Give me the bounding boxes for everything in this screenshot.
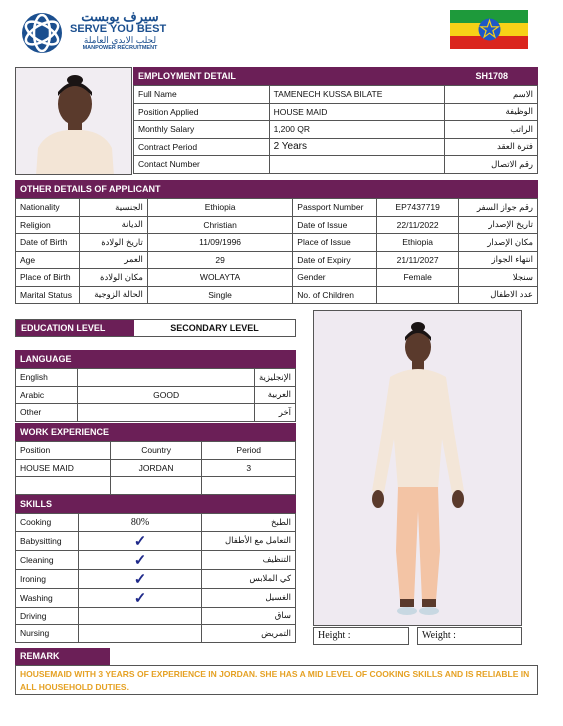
other-details-table [15,198,538,304]
other-label: Date of Birth [16,234,80,252]
work-experience-table [15,441,296,495]
work-col-position: Position [16,442,111,460]
other-label: Age [16,251,80,269]
employment-arabic-label: الراتب [445,121,538,139]
logo-subtitle: MANPOWER RECRUITMENT [82,45,158,51]
other-label-right: Date of Issue [293,216,377,234]
language-arabic-label: العربية [254,386,295,404]
other-details-row [16,269,538,287]
other-arabic-label: مكان الولادة [79,269,147,287]
other-arabic-label-right: تاريخ الإصدار [459,216,538,234]
other-label: Nationality [16,199,80,217]
applicant-photo-small [15,67,132,175]
language-row [16,404,296,422]
work-position: HOUSE MAID [16,459,111,477]
remark-section [15,648,538,695]
other-arabic-label: تاريخ الولادة [79,234,147,252]
other-arabic-label: الجنسية [79,199,147,217]
other-label-right: Date of Expiry [293,251,377,269]
employment-row [134,86,538,104]
employment-detail-header [133,67,538,85]
employment-label: Full Name [134,86,270,104]
work-country: JORDAN [110,459,202,477]
work-experience-header-row [16,442,296,460]
other-arabic-label-right: سنجلا [459,269,538,287]
skill-arabic-label: التعامل مع الأطفال [202,531,296,550]
skill-row [16,569,296,588]
other-label-right: Place of Issue [293,234,377,252]
skill-arabic-label: كي الملابس [202,569,296,588]
employment-value [269,156,445,174]
employment-label: Monthly Salary [134,121,270,139]
skill-label: Cleaning [16,550,79,569]
work-empty-cell [16,477,111,495]
height-weight-row [313,627,522,645]
skill-value: 80% [78,514,201,532]
other-details-row [16,286,538,304]
other-value-right: 21/11/2027 [377,251,459,269]
skill-label: Driving [16,607,79,625]
other-arabic-label: الديانة [79,216,147,234]
work-experience-row [16,459,296,477]
education-level-value: SECONDARY LEVEL [170,323,259,333]
skill-row [16,514,296,532]
work-col-country: Country [110,442,202,460]
skills-header: SKILLS [15,495,296,513]
skill-value [78,625,201,643]
skills-section [15,495,296,643]
other-value: WOLAYTA [147,269,292,287]
language-row [16,369,296,387]
employment-detail-section [133,67,538,174]
work-experience-header: WORK EXPERIENCE [15,423,296,441]
other-arabic-label: العمر [79,251,147,269]
work-empty-cell [110,477,202,495]
employment-label: Contact Number [134,156,270,174]
logo-arabic-text: سيرف يوبست [81,9,159,24]
employment-detail-table [133,85,538,174]
other-arabic-label-right: انتهاء الجواز [459,251,538,269]
skill-arabic-label: التمريض [202,625,296,643]
skill-row [16,607,296,625]
other-value-right: EP7437719 [377,199,459,217]
skill-check-icon: ✓ [78,569,201,588]
height-label: Height : [318,630,351,641]
employment-label: Contract Period [134,138,270,156]
language-label: Other [16,404,78,422]
other-arabic-label: الحالة الزوجية [79,286,147,304]
skill-check-icon: ✓ [78,531,201,550]
language-header: LANGUAGE [15,350,296,368]
language-level [78,369,255,387]
work-col-period: Period [202,442,296,460]
other-arabic-label-right: عدد الاطفال [459,286,538,304]
employment-arabic-label: الاسم [445,86,538,104]
work-empty-cell [202,477,296,495]
education-level-label: EDUCATION LEVEL [16,320,134,336]
language-level: GOOD [78,386,255,404]
employment-value: 1,200 QR [269,121,445,139]
skill-row [16,588,296,607]
reference-code: SH1708 [475,71,508,81]
skills-table [15,513,296,643]
other-arabic-label-right: رقم جواز السفر [459,199,538,217]
skill-value [78,607,201,625]
skill-row [16,531,296,550]
other-value-right: Female [377,269,459,287]
other-value-right: Ethiopia [377,234,459,252]
employment-arabic-label: رقم الاتصال [445,156,538,174]
other-label-right: No. of Children [293,286,377,304]
employment-detail-title: EMPLOYMENT DETAIL [138,71,236,81]
other-details-section [15,180,538,304]
other-details-row [16,199,538,217]
language-row [16,386,296,404]
skill-label: Cooking [16,514,79,532]
language-arabic-label: آخر [254,404,295,422]
language-arabic-label: الإنجليزية [254,369,295,387]
other-arabic-label-right: مكان الإصدار [459,234,538,252]
flag-star-emblem-icon [477,17,502,42]
language-label: English [16,369,78,387]
other-value-right: 22/11/2022 [377,216,459,234]
logo-arabic-subtitle: لجلب الايدي العاملة [83,35,157,45]
work-experience-empty-row [16,477,296,495]
skill-arabic-label: الغسيل [202,588,296,607]
applicant-photo-full [313,310,522,626]
skill-check-icon: ✓ [78,588,201,607]
employment-arabic-label: فترة العقد [445,138,538,156]
employment-row [134,103,538,121]
employment-label: Position Applied [134,103,270,121]
other-value: 29 [147,251,292,269]
skill-row [16,625,296,643]
employment-row [134,138,538,156]
other-label-right: Gender [293,269,377,287]
skill-arabic-label: التنظيف [202,550,296,569]
ethiopia-flag [450,10,528,49]
other-value: Ethiopia [147,199,292,217]
employment-value: TAMENECH KUSSA BILATE [269,86,445,104]
language-level [78,404,255,422]
work-period: 3 [202,459,296,477]
other-details-row [16,251,538,269]
employment-arabic-label: الوظيفة [445,103,538,121]
remark-text: HOUSEMAID WITH 3 YEARS OF EXPERIENCE IN JORDAN. SHE HAS A MID LEVEL OF COOKING SKILLS AND IS RELIABLE IN ALL HOUSEHOLD DUTIES. [15,665,538,695]
language-label: Arabic [16,386,78,404]
weight-field [417,627,522,645]
logo-emblem-icon [18,10,68,56]
language-table [15,368,296,422]
employment-value: HOUSE MAID [269,103,445,121]
employment-row [134,121,538,139]
skill-arabic-label: ساق [202,607,296,625]
remark-header: REMARK [15,648,110,665]
applicant-full-body-icon [314,311,522,626]
other-details-row [16,234,538,252]
other-value: Christian [147,216,292,234]
height-field [313,627,409,645]
skill-label: Ironing [16,569,79,588]
logo-title: SERVE YOU BEST [70,23,167,35]
other-details-row [16,216,538,234]
other-value: 11/09/1996 [147,234,292,252]
skill-arabic-label: الطبخ [202,514,296,532]
other-label: Religion [16,216,80,234]
skill-label: Nursing [16,625,79,643]
other-value: Single [147,286,292,304]
work-experience-section [15,423,296,495]
employment-value: 2 Years [269,138,445,156]
company-logo [18,10,168,56]
education-level-row [15,319,296,337]
other-label: Marital Status [16,286,80,304]
applicant-portrait-icon [16,68,132,175]
skill-label: Washing [16,588,79,607]
weight-label: Weight : [422,630,456,641]
language-section [15,350,296,422]
employment-row [134,156,538,174]
other-label: Place of Birth [16,269,80,287]
skill-label: Babysitting [16,531,79,550]
other-value-right [377,286,459,304]
other-label-right: Passport Number [293,199,377,217]
other-details-header: OTHER DETAILS OF APPLICANT [15,180,538,198]
skill-check-icon: ✓ [78,550,201,569]
skill-row [16,550,296,569]
